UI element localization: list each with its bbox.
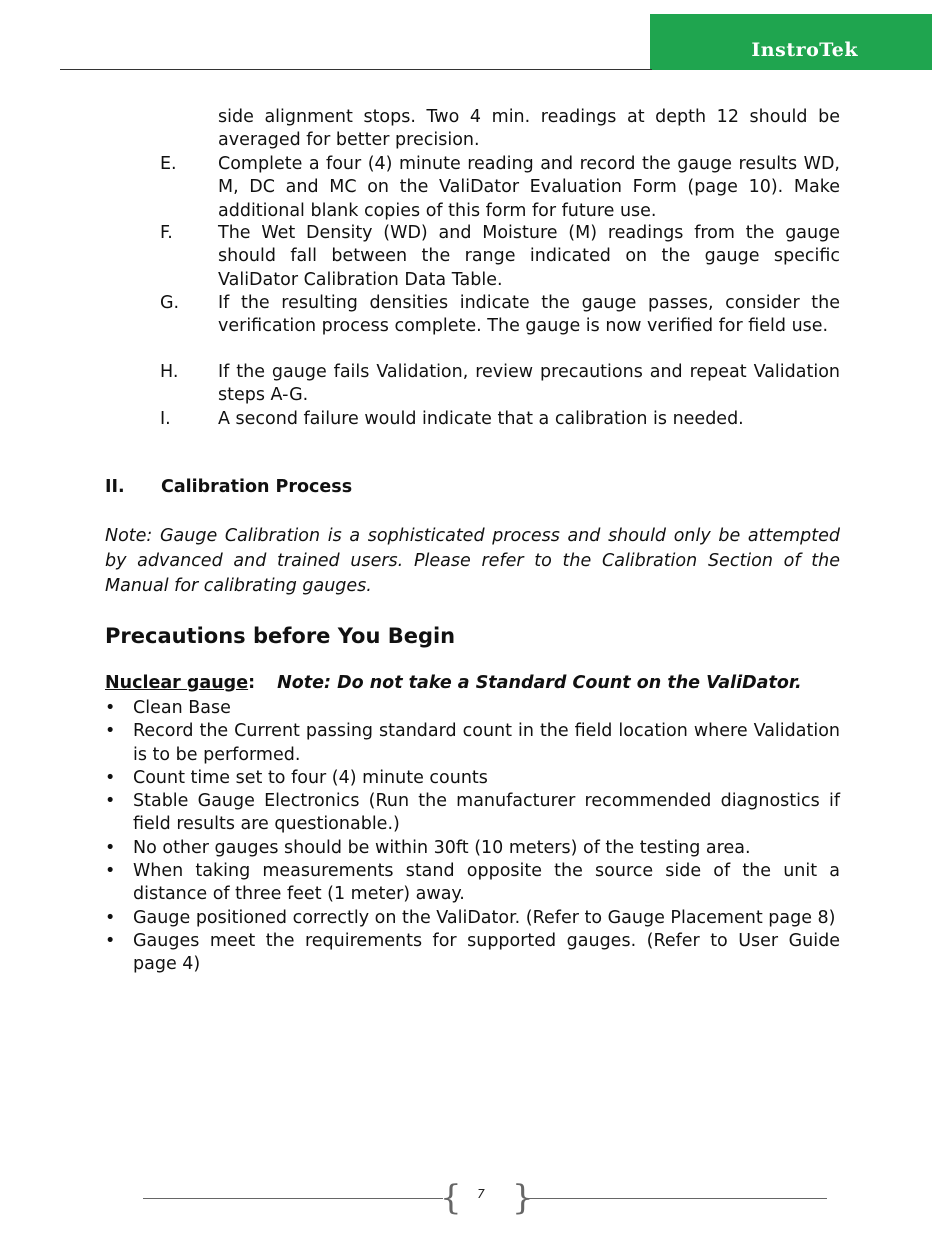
step-item — [160, 408, 840, 431]
bullet-icon: • — [105, 698, 116, 718]
list-item — [105, 790, 840, 837]
list-item — [105, 720, 840, 767]
bullet-icon: • — [105, 767, 116, 788]
footer-divider-left — [143, 1198, 443, 1199]
precautions-list — [105, 697, 840, 977]
step-item — [160, 153, 840, 223]
section-number: II. — [105, 477, 125, 497]
step-text: If the gauge fails Validation, review precautions and repeat Validation steps A-G. — [218, 362, 840, 406]
list-item — [105, 860, 840, 907]
section-title: Calibration Process — [161, 477, 353, 497]
list-item — [105, 697, 840, 720]
step-text: A second failure would indicate that a calibration is needed. — [218, 409, 744, 429]
step-item — [160, 222, 840, 292]
calibration-note: Note: Gauge Calibration is a sophisticated process and should only be attempted by advanced and trained users. Please refer to the Calibration Section of the Manual for calibrating gauges. — [105, 526, 840, 596]
list-item-text: Gauge positioned correctly on the ValiDator. (Refer to Gauge Placement page 8) — [133, 907, 836, 928]
precautions-heading: Precautions before You Begin — [105, 624, 456, 648]
step-letter: G. — [160, 293, 180, 313]
step-item — [160, 361, 840, 408]
step-letter: I. — [160, 409, 171, 429]
list-item-text: Count time set to four (4) minute counts — [133, 767, 488, 788]
step-letter: H. — [160, 362, 179, 382]
step-continuation: side alignment stops. Two 4 min. readings at depth 12 should be averaged for better precision. — [218, 107, 840, 151]
bullet-icon: • — [105, 930, 116, 951]
step-text: If the resulting densities indicate the gauge passes, consider the verification process complete. The gauge is now verified for field use. — [218, 293, 840, 337]
step-letter: E. — [160, 154, 177, 174]
list-item — [105, 767, 840, 790]
list-item-text: No other gauges should be within 30ft (10 meters) of the testing area. — [133, 837, 751, 858]
list-item — [105, 837, 840, 860]
step-text: Complete a four (4) minute reading and record the gauge results WD, M, DC and MC on the ValiDator Evaluation Form (page 10). Make additional blank copies of this form for future use. — [218, 154, 840, 221]
header-divider — [60, 69, 652, 70]
list-item — [105, 930, 840, 977]
gauge-note: Note: Do not take a Standard Count on the ValiDator. — [277, 673, 802, 693]
list-item-text: Clean Base — [133, 698, 231, 718]
section-heading — [105, 477, 352, 497]
list-item-text: Stable Gauge Electronics (Run the manufacturer recommended diagnostics if field results are questionable.) — [133, 791, 840, 835]
list-item — [105, 907, 840, 930]
list-item-text: Gauges meet the requirements for supported gauges. (Refer to User Guide page 4) — [133, 930, 840, 975]
list-item-text: Record the Current passing standard count in the field location where Validation is to be performed. — [133, 721, 840, 765]
step-item — [160, 292, 840, 339]
footer-divider-right — [525, 1198, 827, 1199]
step-letter: F. — [160, 223, 173, 243]
bullet-icon: • — [105, 721, 116, 742]
left-brace-icon: { — [440, 1178, 462, 1218]
list-item-text: When taking measurements stand opposite the source side of the unit a distance of three feet (1 meter) away. — [133, 861, 840, 905]
bullet-icon: • — [105, 907, 116, 928]
gauge-label: Nuclear gauge — [105, 673, 249, 693]
bullet-icon: • — [105, 861, 116, 882]
gauge-colon: : — [248, 673, 256, 693]
brand-logo-text: InstroTek — [751, 39, 858, 61]
step-text: The Wet Density (WD) and Moisture (M) readings from the gauge should fall between the range indicated on the gauge specific ValiDator Calibration Data Table. — [218, 223, 840, 290]
bullet-icon: • — [105, 791, 116, 812]
bullet-icon: • — [105, 837, 116, 858]
page-number: 7 — [477, 1187, 485, 1201]
right-brace-icon: } — [512, 1178, 534, 1218]
nuclear-gauge-line — [105, 673, 802, 693]
